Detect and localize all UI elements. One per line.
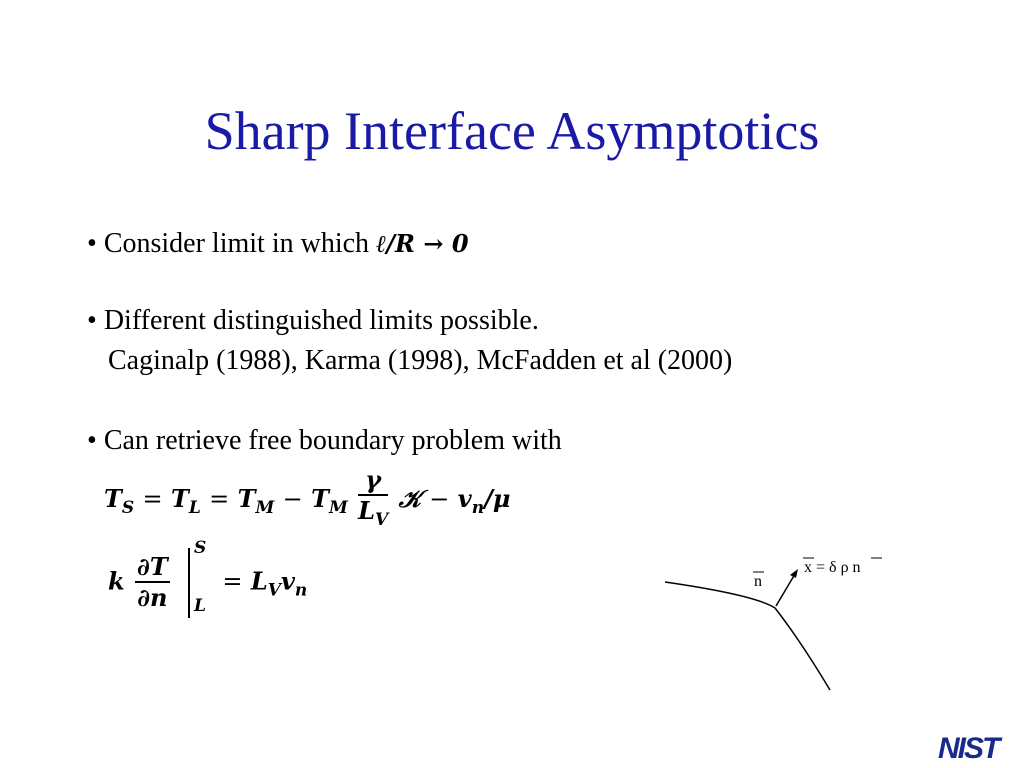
- bullet-consider-limit: [87, 228, 469, 260]
- equals-sign: =: [209, 485, 230, 513]
- nist-logo: NIST: [938, 732, 999, 765]
- gamma-fraction: [358, 466, 388, 535]
- equals-sign: =: [222, 567, 243, 596]
- subscript: n: [294, 580, 308, 601]
- bullet-free-boundary: [87, 425, 562, 457]
- fraction-numerator: ∂T: [137, 552, 168, 581]
- slide-title: Sharp Interface Asymptotics: [204, 101, 820, 161]
- bullet-text: Different distinguished limits possible.: [103, 305, 539, 336]
- normal-label: n: [754, 573, 762, 590]
- subscript: n: [471, 498, 485, 518]
- symbol-t: T: [170, 484, 189, 513]
- subscript: M: [328, 498, 348, 518]
- curvature-symbol: 𝒦: [398, 484, 421, 513]
- fraction-denominator: ∂n: [137, 583, 168, 612]
- bar-line: [188, 548, 190, 618]
- stefan-condition-equation: [108, 538, 308, 618]
- bullet-marker: •: [87, 305, 97, 336]
- bullet-text: Consider limit in which: [103, 228, 370, 259]
- interface-curve: [665, 582, 830, 690]
- upper-limit: S: [194, 538, 207, 558]
- citation-line: Caginalp (1988), Karma (1998), McFadden et al (2000): [108, 345, 733, 376]
- bullet-distinguished-limits: [87, 305, 539, 337]
- mobility-term: /μ: [484, 484, 511, 513]
- symbol-k: k: [108, 566, 125, 596]
- subscript: L: [188, 498, 201, 518]
- subscript: V: [375, 510, 389, 530]
- subscript: S: [121, 498, 135, 518]
- temperature-equation: [104, 466, 510, 535]
- symbol-l: L: [250, 566, 268, 596]
- position-formula: x = δ ρ n: [804, 559, 861, 576]
- limit-expression: ℓ/R → 0: [376, 229, 469, 258]
- symbol-v: v: [457, 484, 472, 513]
- fraction-denominator: [358, 496, 388, 535]
- evaluation-bar: [184, 538, 214, 618]
- bullet-marker: •: [87, 228, 97, 259]
- symbol-t: T: [237, 484, 256, 513]
- symbol-v: v: [280, 566, 295, 596]
- symbol-t: T: [311, 484, 329, 513]
- equals-sign: =: [142, 485, 163, 513]
- derivative-fraction: [135, 553, 170, 613]
- minus-sign: −: [429, 485, 450, 513]
- bullet-marker: •: [87, 425, 97, 456]
- symbol-t: T: [104, 484, 122, 513]
- subscript: V: [267, 580, 281, 601]
- subscript: M: [255, 498, 275, 518]
- normal-arrowhead: [790, 569, 798, 578]
- interface-diagram: [650, 540, 910, 700]
- bullet-text: Can retrieve free boundary problem with: [103, 425, 562, 456]
- minus-sign: −: [282, 485, 303, 513]
- normal-arrow: [776, 574, 795, 606]
- symbol-l: L: [358, 496, 376, 525]
- lower-limit: L: [194, 596, 206, 616]
- fraction-numerator: γ: [358, 466, 388, 496]
